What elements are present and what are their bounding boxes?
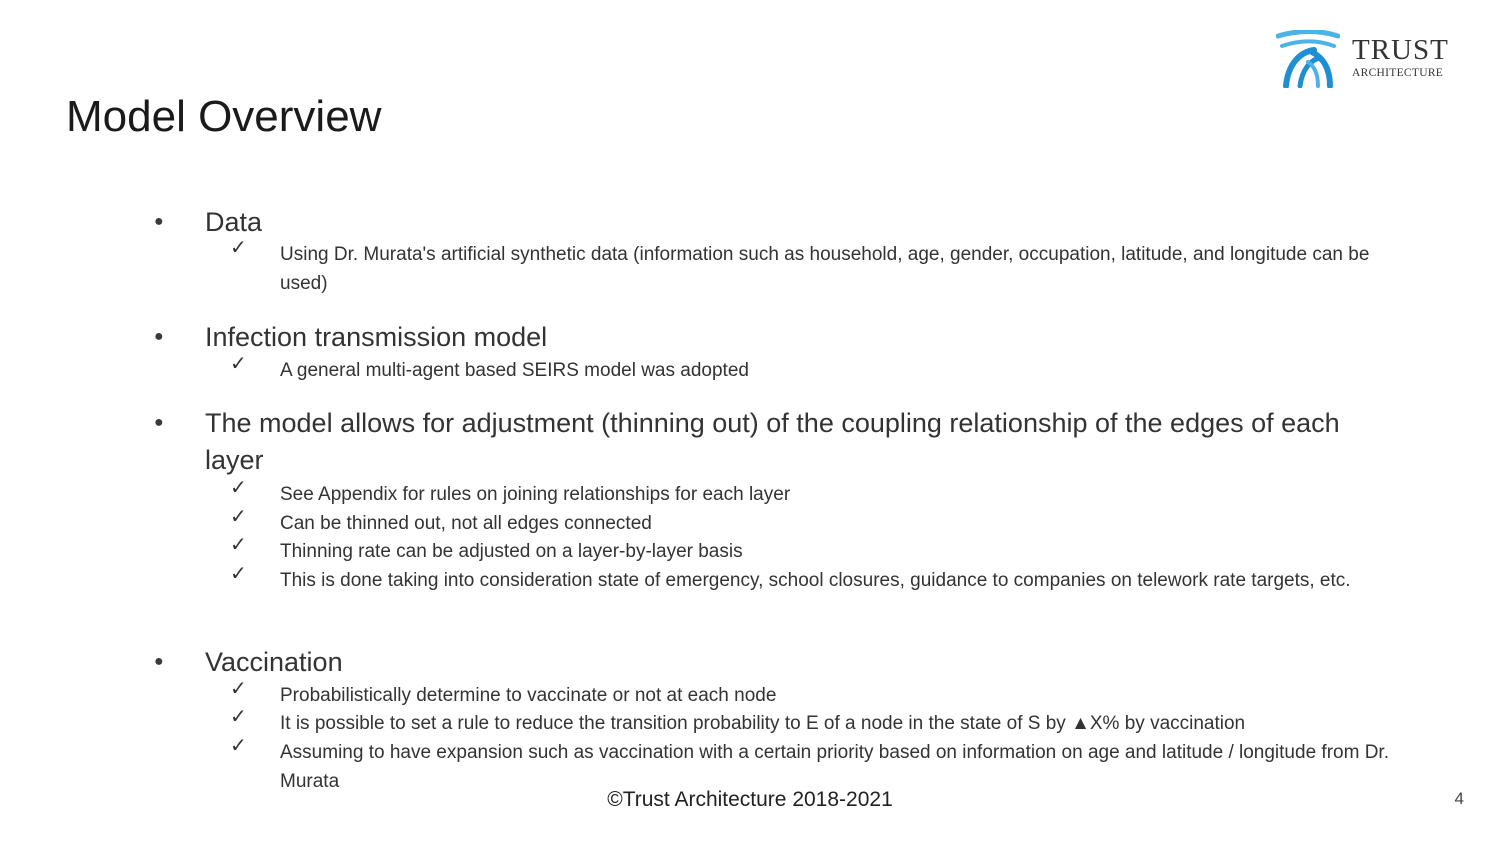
checkmark-icon: ✓ <box>230 676 247 700</box>
list-item-text: Using Dr. Murata's artificial synthetic data (information such as household, age, gender, occupation, latitude, and longitude can be used) <box>280 244 1370 294</box>
checkmark-icon: ✓ <box>230 704 247 728</box>
checkmark-icon: ✓ <box>230 504 247 528</box>
trust-architecture-logo-icon <box>1276 30 1340 88</box>
list-item-text: It is possible to set a rule to reduce the transition probability to E of a node in the state of S by ▲X% by vaccination <box>280 713 1246 734</box>
list-item-text: See Appendix for rules on joining relationships for each layer <box>280 484 791 505</box>
section-heading: The model allows for adjustment (thinning out) of the coupling relationship of the edges of each layer <box>205 408 1340 475</box>
list-item-text: Probabilistically determine to vaccinate or not at each node <box>280 685 777 706</box>
copyright-footer: ©Trust Architecture 2018-2021 <box>607 788 893 811</box>
slide-title: Model Overview <box>66 92 382 141</box>
section-heading: Infection transmission model <box>205 322 548 352</box>
section-heading: Data <box>205 207 263 237</box>
bullet-icon: ● <box>154 414 164 431</box>
bullet-icon: ● <box>154 328 164 345</box>
list-item-text: Thinning rate can be adjusted on a layer-by-layer basis <box>280 541 743 562</box>
checkmark-icon: ✓ <box>230 561 247 585</box>
checkmark-icon: ✓ <box>230 475 247 499</box>
checkmark-icon: ✓ <box>230 532 247 556</box>
bullet-icon: ● <box>154 653 164 670</box>
checkmark-icon: ✓ <box>230 235 247 259</box>
checkmark-icon: ✓ <box>230 733 247 757</box>
list-item-text: This is done taking into consideration state of emergency, school closures, guidance to companies on telework rate targets, etc. <box>280 570 1351 591</box>
section-heading: Vaccination <box>205 647 343 677</box>
logo-subtitle: ARCHITECTURE <box>1352 67 1444 79</box>
company-logo <box>1276 30 1466 88</box>
list-item-text: A general multi-agent based SEIRS model was adopted <box>280 360 749 381</box>
list-item-text: Assuming to have expansion such as vaccination with a certain priority based on information on age and latitude / longitude from Dr. Murata <box>280 742 1389 792</box>
logo-wordmark: TRUST <box>1352 34 1449 66</box>
checkmark-icon: ✓ <box>230 351 247 375</box>
list-item-text: Can be thinned out, not all edges connected <box>280 513 652 534</box>
bullet-icon: ● <box>154 213 164 230</box>
page-number: 4 <box>1454 789 1464 808</box>
